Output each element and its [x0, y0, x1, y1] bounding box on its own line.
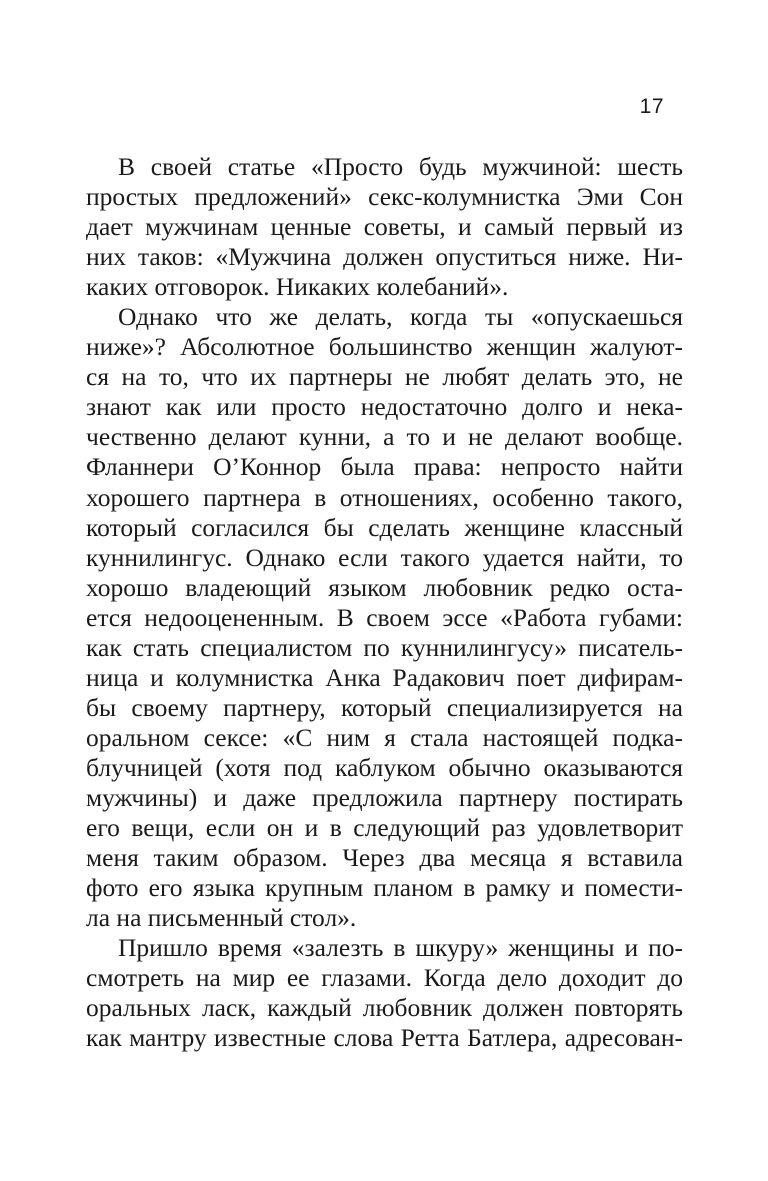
- text-line: знают как или просто недостаточно долго и нека-: [86, 392, 683, 422]
- text-line: Пришло время «залезть в шкуру» женщины и по-: [118, 933, 683, 963]
- text-line: оральном сексе: «С ним я стала настоящей подка-: [86, 722, 683, 752]
- text-line: чественно делают кунни, а то и не делают вообще.: [86, 422, 683, 452]
- text-line: его вещи, если он и в следующий раз удовлетворит: [86, 813, 683, 843]
- text-line: смотреть на мир ее глазами. Когда дело доходит до: [86, 963, 683, 993]
- text-line: бы своему партнеру, который специализируется на: [86, 692, 683, 722]
- text-line: ница и колумнистка Анка Радакович поет дифирам-: [86, 662, 683, 692]
- text-line: как стать специалистом по куннилингусу» писатель-: [86, 632, 683, 662]
- text-line: мужчины) и даже предложила партнеру постирать: [86, 782, 683, 812]
- text-line: который согласился бы сделать женщине классный: [86, 512, 683, 542]
- text-line: как мантру известные слова Ретта Батлера, адресован-: [86, 1023, 683, 1053]
- text-line: блучницей (хотя под каблуком обычно оказываются: [86, 752, 683, 782]
- page-number: 17: [639, 95, 664, 118]
- text-line: ниже»? Абсолютное большинство женщин жалуют-: [86, 332, 683, 362]
- text-line: ла на письменный стол».: [86, 903, 357, 933]
- text-line: ся на то, что их партнеры не любят делать это, не: [86, 362, 683, 392]
- text-line: куннилингус. Однако если такого удается найти, то: [86, 542, 683, 572]
- text-line: каких отговорок. Никаких колебаний».: [86, 272, 509, 302]
- text-line: Фланнери О’Коннор была права: непросто найти: [86, 452, 683, 482]
- text-line: оральных ласк, каждый любовник должен повторять: [86, 993, 683, 1023]
- text-line: Однако что же делать, когда ты «опускаешься: [118, 302, 683, 332]
- text-line: хорошо владеющий языком любовник редко оста-: [86, 572, 683, 602]
- text-line: дает мужчинам ценные советы, и самый первый из: [86, 212, 683, 242]
- body-text: [86, 152, 683, 1053]
- text-line: ется недооцененным. В своем эссе «Работа губами:: [86, 602, 683, 632]
- text-line: них таков: «Мужчина должен опуститься ниже. Ни-: [86, 242, 683, 272]
- text-line: фото его языка крупным планом в рамку и помести-: [86, 873, 683, 903]
- text-line: меня таким образом. Через два месяца я вставила: [86, 843, 683, 873]
- text-line: хорошего партнера в отношениях, особенно такого,: [86, 482, 683, 512]
- text-line: простых предложений» секс-колумнистка Эми Сон: [86, 182, 683, 212]
- text-line: В своей статье «Просто будь мужчиной: шесть: [118, 152, 683, 181]
